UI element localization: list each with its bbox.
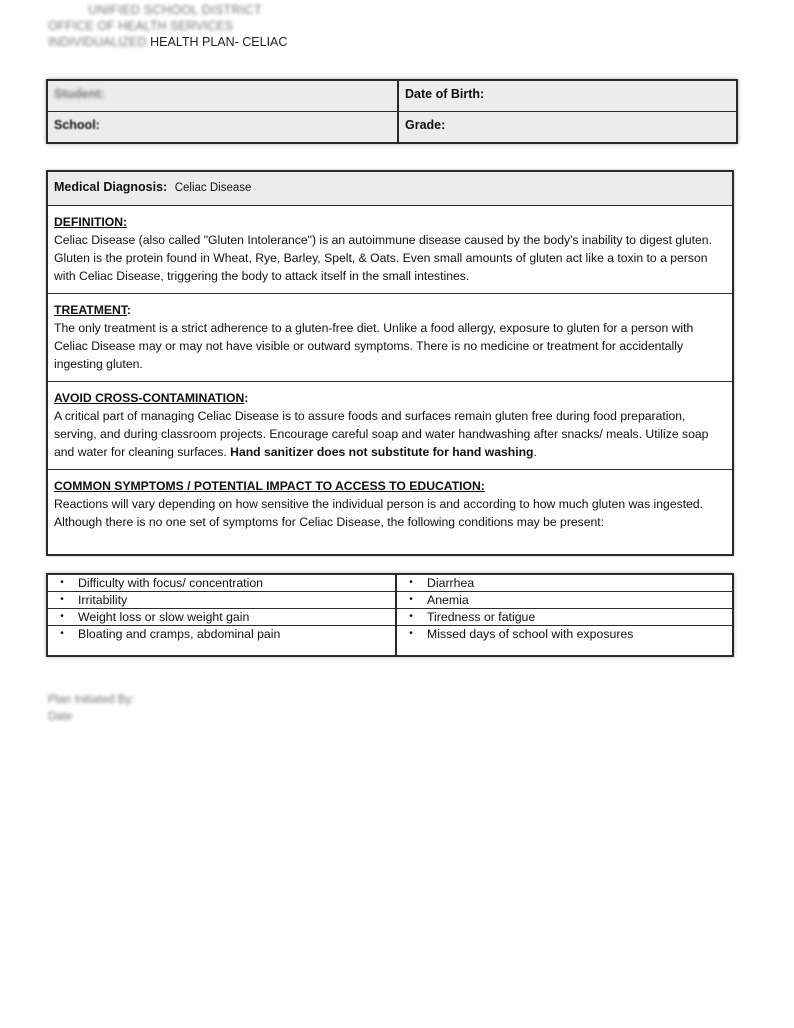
symptoms-title: COMMON SYMPTOMS / POTENTIAL IMPACT TO ACCESS TO EDUCATION: [54,479,485,493]
treatment-text: The only treatment is a strict adherence to a gluten-free diet. Unlike a food allergy, exposure to gluten for a person with Celiac Disease may or may not have visible or outward symptoms. There is no medicine or treatment for accidentally ingesting gluten. [54,321,694,371]
cross-contamination-title: AVOID CROSS-CONTAMINATION [54,391,245,405]
symptom-text: Diarrhea [427,576,475,590]
grade-field[interactable] [399,112,736,142]
symptom-text: Weight loss or slow weight gain [78,610,250,624]
dob-field[interactable] [399,81,736,111]
plan-initiated-by-value: Date [48,711,73,723]
diagnosis-label: Medical Diagnosis: [54,180,168,194]
bullet-icon: • [409,628,413,639]
treatment-colon: : [126,303,131,317]
symptoms-text: Reactions will vary depending on how sensitive the individual person is and according to how much gluten was ingested. Although there is no one set of symptoms for Celiac Disease, the following conditions may be present: [54,497,704,529]
symptom-text: Tiredness or fatigue [427,610,536,624]
list-item [48,609,395,626]
treatment-section [48,294,732,382]
bullet-icon: • [409,577,413,588]
list-item [48,626,395,643]
definition-text: Celiac Disease (also called "Gluten Intolerance") is an autoimmune disease caused by the body's inability to digest gluten. Gluten is the protein found in Wheat, Rye, Barley, Spelt, & Oats. Even small amounts of gluten act like a toxin to a person with Celiac Disease, triggering the body to attack itself in the small intestines. [54,233,712,283]
plan-footer [48,692,134,726]
department-name: OFFICE OF HEALTH SERVICES [48,19,233,33]
plan-initiated-by-label: Plan Initiated By: [48,694,135,706]
bullet-icon: • [60,577,64,588]
document-title-prefix: INDIVIDUALIZED [48,35,147,49]
document-header [48,2,287,50]
bullet-icon: • [60,628,64,639]
dob-label: Date of Birth: [405,87,485,101]
symptom-list-table [46,573,734,657]
document-title [48,34,287,50]
bullet-icon: • [60,594,64,605]
grade-label: Grade: [405,118,446,132]
student-info-table [46,79,738,144]
district-name: UNIFIED SCHOOL DISTRICT [88,3,262,17]
symptom-text: Irritability [78,593,128,607]
diagnosis-value: Celiac Disease [174,182,252,194]
cross-contamination-section [48,382,732,470]
definition-section [48,206,732,294]
symptoms-section [48,470,732,556]
list-item [397,575,732,592]
bullet-icon: • [409,594,413,605]
symptom-text: Bloating and cramps, abdominal pain [78,627,281,641]
bullet-icon: • [60,611,64,622]
document-title-suffix: HEALTH PLAN- CELIAC [146,35,288,49]
student-field[interactable] [48,81,399,111]
symptom-column-right [397,575,732,655]
cross-contamination-colon: : [244,391,249,405]
symptom-text: Missed days of school with exposures [427,627,634,641]
symptom-text: Difficulty with focus/ concentration [78,576,263,590]
list-item [397,609,732,626]
student-label: Student: [54,87,105,101]
school-label: School: [54,118,100,132]
treatment-title: TREATMENT [54,303,127,317]
list-item [48,575,395,592]
cross-contamination-body: A critical part of managing Celiac Disease is to assure foods and surfaces remain gluten free during food preparation, serving, and during classroom projects. Encourage careful soap and water handwashing after snacks/ meals. Utilize soap and water for cleaning surfaces. [54,409,709,459]
symptom-text: Anemia [427,593,469,607]
list-item [397,626,732,643]
hand-sanitizer-warning: Hand sanitizer does not substitute for hand washing [230,445,534,459]
list-item [397,592,732,609]
info-row-1 [48,81,736,111]
list-item [48,592,395,609]
health-plan-body [46,170,734,556]
cross-contamination-text [54,407,726,461]
school-field[interactable] [48,112,399,142]
info-row-2 [48,111,736,142]
cross-contamination-end: . [533,445,537,459]
definition-title: DEFINITION: [54,215,128,229]
diagnosis-row [48,172,732,206]
bullet-icon: • [409,611,413,622]
symptom-column-left [48,575,397,655]
